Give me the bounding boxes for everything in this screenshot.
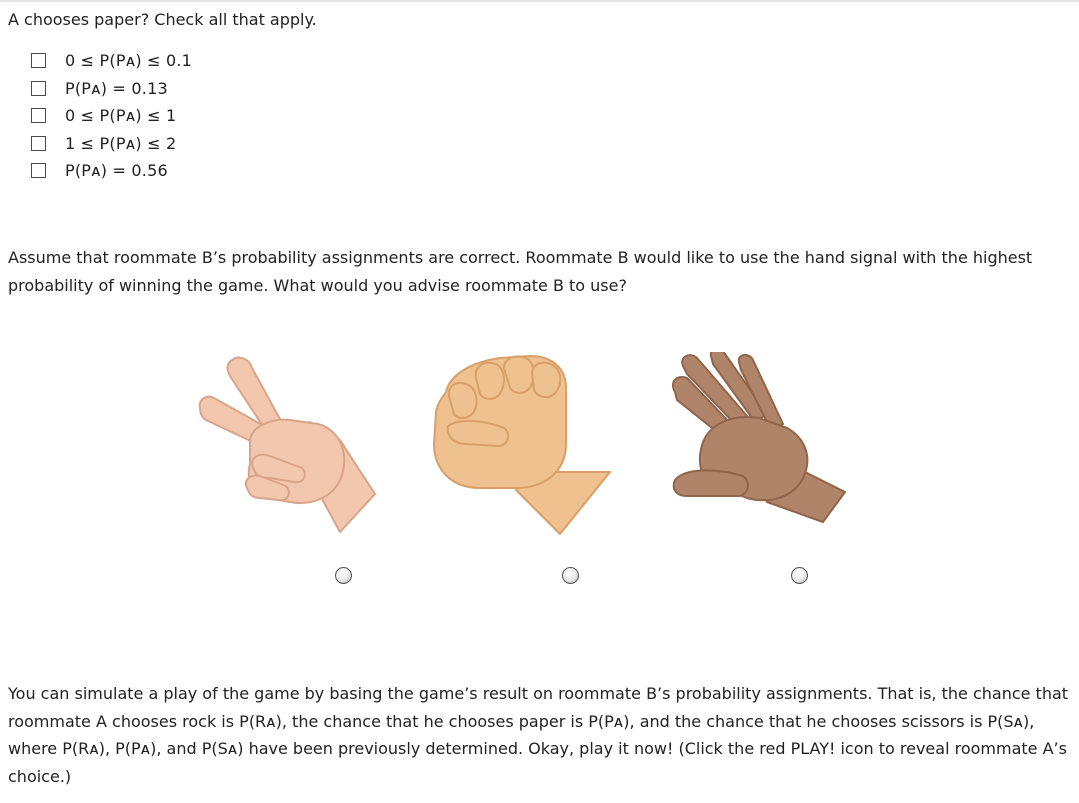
question-paper-prompt: A chooses paper? Check all that apply. [8, 10, 317, 29]
paper-probability-options [31, 47, 192, 185]
option-label: P(Pᴀ) = 0.56 [65, 161, 168, 181]
scissors-radio[interactable] [335, 567, 352, 584]
paper-hand-icon [655, 352, 855, 542]
option-row [31, 130, 192, 158]
option-checkbox[interactable] [31, 53, 46, 68]
option-checkbox[interactable] [31, 81, 46, 96]
scissors-hand-icon [190, 352, 390, 542]
paper-radio[interactable] [791, 567, 808, 584]
advice-question-text: Assume that roommate B’s probability assignments are correct. Roommate B would like to use the hand signal with the highest probability of winning the game. What would you advise roommate B to use? [8, 248, 1033, 295]
option-checkbox[interactable] [31, 136, 46, 151]
option-label: 1 ≤ P(Pᴀ) ≤ 2 [65, 133, 177, 153]
rock-choice[interactable] [420, 352, 620, 542]
rock-radio[interactable] [562, 567, 579, 584]
option-row [31, 75, 192, 103]
option-row [31, 102, 192, 130]
option-label: 0 ≤ P(Pᴀ) ≤ 1 [65, 106, 177, 126]
option-label: 0 ≤ P(Pᴀ) ≤ 0.1 [65, 51, 193, 71]
option-checkbox[interactable] [31, 108, 46, 123]
option-row [31, 157, 192, 185]
option-checkbox[interactable] [31, 163, 46, 178]
rock-fist-icon [420, 352, 620, 542]
scissors-choice[interactable] [190, 352, 390, 542]
option-row [31, 47, 192, 75]
option-label: P(Pᴀ) = 0.13 [65, 78, 168, 98]
top-divider [0, 0, 1079, 2]
simulation-instructions: You can simulate a play of the game by basing the game’s result on roommate B’s probability assignments. That is, the chance that roommate A chooses rock is P(Rᴀ), the chance that he chooses paper is P(Pᴀ), and the chance that he chooses scissors is P(Sᴀ), where P(Rᴀ), P(Pᴀ), and P(Sᴀ) have been previously determined. Okay, play it now! (Click the red PLAY! icon to reveal roommate A’s choice.) [8, 684, 1069, 786]
paper-choice[interactable] [655, 352, 855, 542]
